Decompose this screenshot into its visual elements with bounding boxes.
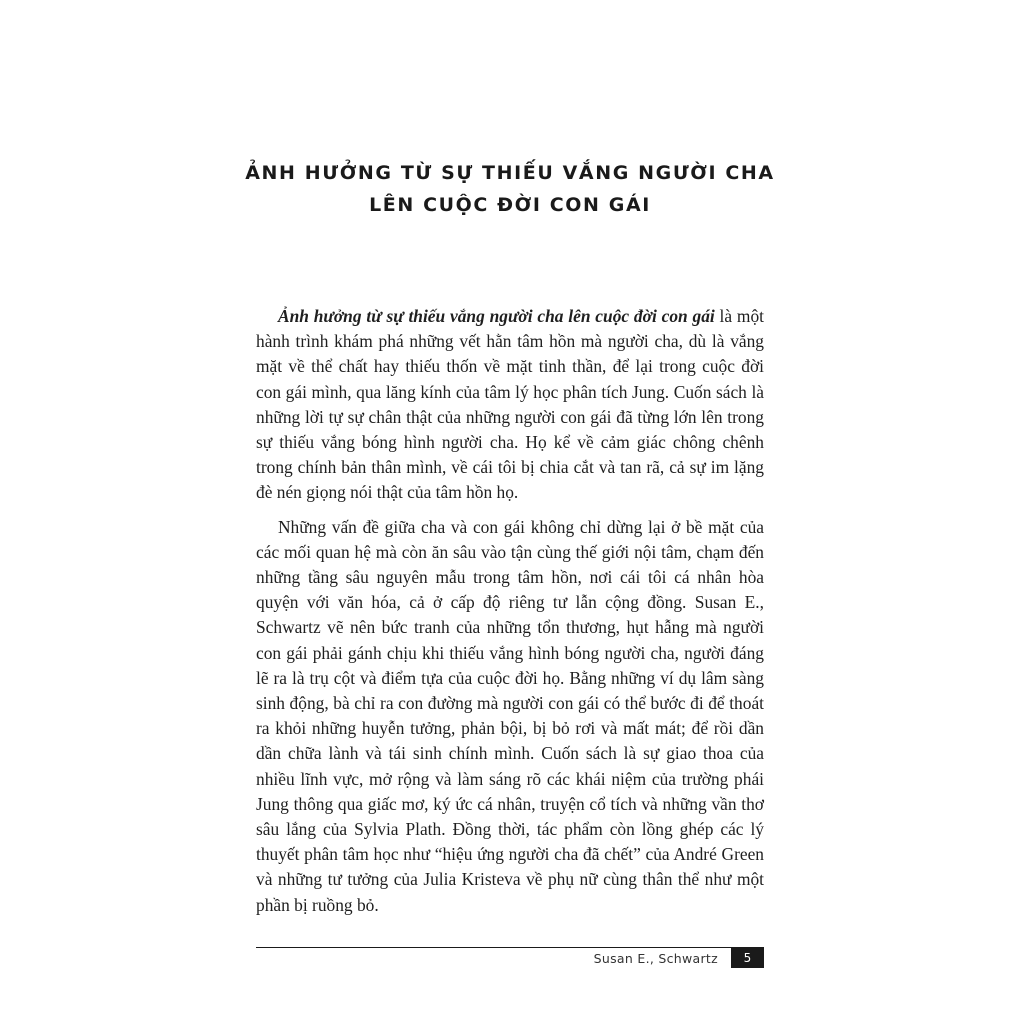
page-number: 5 xyxy=(731,948,764,968)
chapter-title xyxy=(200,157,820,221)
body-text xyxy=(256,304,764,918)
chapter-title-line-2: LÊN CUỘC ĐỜI CON GÁI xyxy=(369,194,651,216)
chapter-title-line-1: ẢNH HƯỞNG TỪ SỰ THIẾU VẮNG NGƯỜI CHA xyxy=(245,162,775,184)
paragraph-2: Những vấn đề giữa cha và con gái không chỉ dừng lại ở bề mặt của các mối quan hệ mà còn ăn sâu vào tận cùng thế giới nội tâm, chạm đến những tầng sâu nguyên mẫu trong tâm hồn, nơi cái tôi cá nhân hòa quyện với văn hóa, cả ở cấp độ riêng tư lẫn cộng đồng. Susan E., Schwartz vẽ nên bức tranh của những tổn thương, hụt hẫng mà người con gái phải gánh chịu khi thiếu vắng hình bóng người cha, người đáng lẽ ra là trụ cột và điểm tựa của cuộc đời họ. Bằng những ví dụ lâm sàng sinh động, bà chỉ ra con đường mà người con gái có thể bước đi để thoát ra khỏi những huyễn tưởng, phản bội, bị bỏ rơi và mất mát; để rồi dần dần chữa lành và tái sinh chính mình. Cuốn sách là sự giao thoa của nhiều lĩnh vực, mở rộng và làm sáng rõ các khái niệm của trường phái Jung thông qua giấc mơ, ký ức cá nhân, truyện cổ tích và những vần thơ sâu lắng của Sylvia Plath. Đồng thời, tác phẩm còn lồng ghép các lý thuyết phân tâm học như “hiệu ứng người cha đã chết” của André Green và những tư tưởng của Julia Kristeva về phụ nữ cùng thân thể như một phần bị ruồng bỏ. xyxy=(256,516,764,915)
book-title-emphasis: Ảnh hưởng từ sự thiếu vắng người cha lên cuộc đời con gái xyxy=(278,306,715,326)
paragraph-1-text: là một hành trình khám phá những vết hằn tâm hồn mà người cha, dù là vắng mặt về thể chất hay thiếu thốn về mặt tinh thần, để lại trong cuộc đời con gái mình, qua lăng kính của tâm lý học phân tích Jung. Cuốn sách là những lời tự sự chân thật của những người con gái đã từng lớn lên trong sự thiếu vắng bóng hình người cha. Họ kể về cảm giác chông chênh trong chính bản thân mình, về cái tôi bị chia cắt và tan rã, cả sự im lặng đè nén giọng nói thật của tâm hồn họ. xyxy=(256,306,764,503)
footer-divider xyxy=(256,947,764,948)
footer-author: Susan E., Schwartz xyxy=(593,951,718,966)
paragraph-1 xyxy=(256,304,764,506)
